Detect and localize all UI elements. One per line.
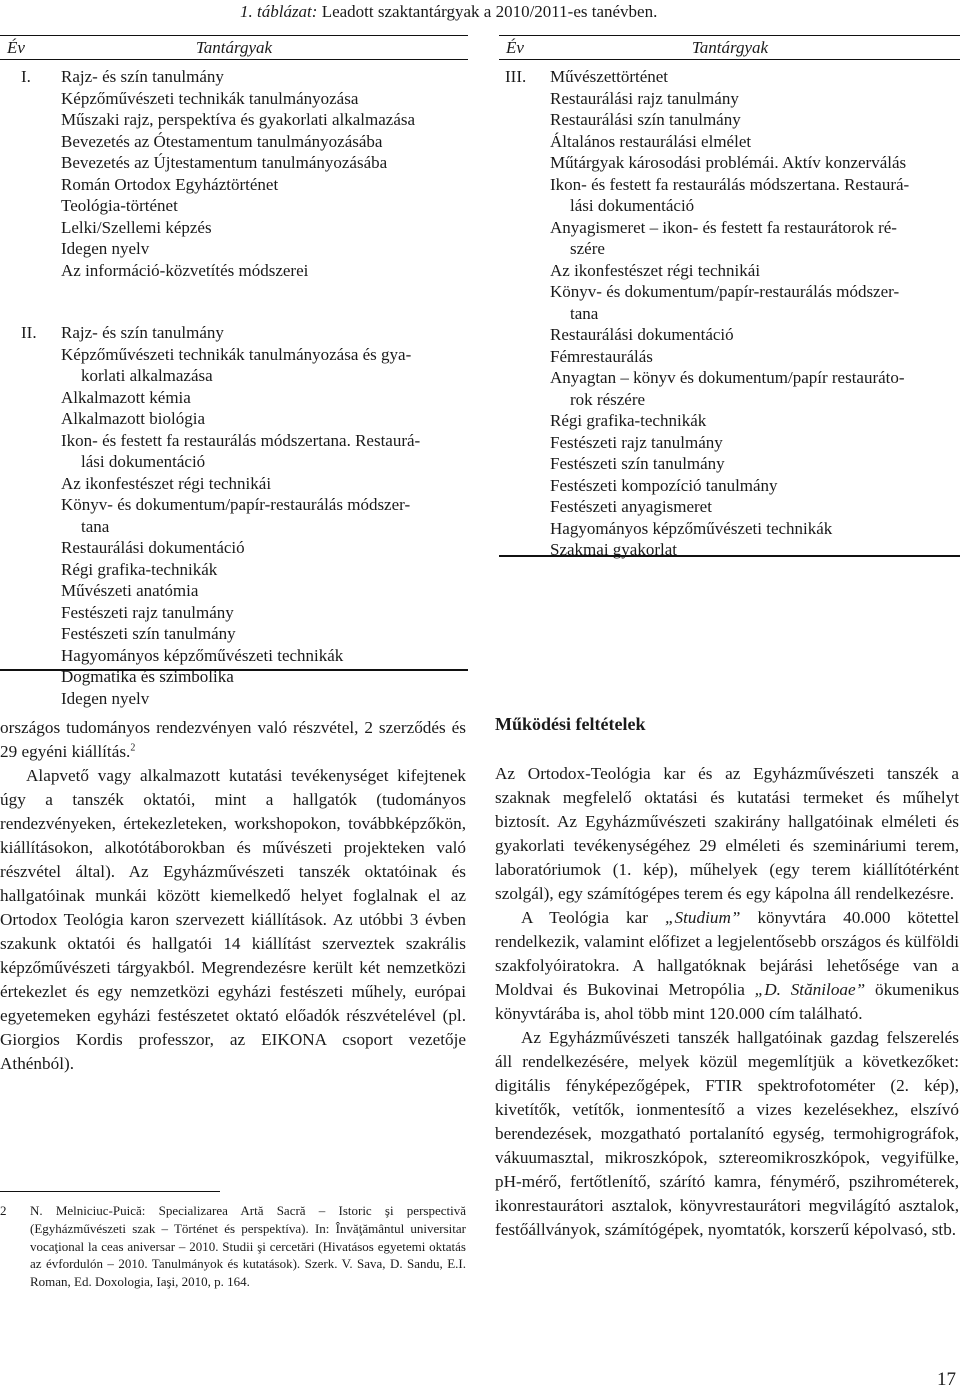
header-subjects: Tantárgyak [691, 38, 769, 57]
subject-item [550, 131, 960, 153]
library-name: „D. Stăniloae” [754, 980, 866, 999]
subject-text-continuation: rok részére [570, 389, 646, 409]
subject-text: Teológia-történet [61, 196, 178, 215]
subject-text: Művészeti anatómia [61, 581, 199, 600]
subject-item [550, 324, 960, 346]
subject-text: Festészeti szín tanulmány [61, 624, 236, 643]
subject-item [550, 66, 960, 88]
subject-text: Általános restaurálási elmélet [550, 131, 752, 151]
subject-item [61, 537, 468, 559]
subject-item [550, 346, 960, 368]
subject-item [61, 494, 468, 537]
subject-item [61, 645, 468, 667]
header-year: Év [506, 38, 524, 57]
subject-item [61, 344, 468, 387]
page-number: 17 [937, 1369, 956, 1390]
library-name: „Studium” [664, 908, 741, 927]
subject-item [550, 109, 960, 131]
year-label: II. [21, 323, 37, 342]
subject-text: Rajz- és szín tanulmány [61, 67, 224, 86]
subject-item [61, 430, 468, 473]
subjects-table-left [0, 35, 468, 708]
caption-text: Leadott szaktantárgyak a 2010/2011-es tanévben. [321, 2, 658, 21]
subject-item [550, 152, 960, 174]
subject-list [61, 322, 468, 709]
subject-item [61, 623, 468, 645]
subject-text: Szakmai gyakorlat [550, 540, 677, 559]
subject-text: Ikon- és festett fa restaurálás módszertana. Restaurá- [61, 430, 421, 450]
subject-item [61, 322, 468, 344]
text-run: A Teológia kar [521, 908, 665, 927]
subject-text: Alkalmazott biológia [61, 409, 205, 428]
subject-item [550, 174, 960, 217]
subject-text: Könyv- és dokumentum/papír-restaurálás módszer- [61, 495, 411, 514]
subject-item [550, 475, 960, 497]
footnote [0, 1202, 466, 1291]
subject-item [61, 109, 468, 131]
table-header [499, 35, 960, 60]
subject-text: Az ikonfestészet régi technikái [550, 260, 761, 280]
subject-item [61, 66, 468, 88]
paragraph: Alapvető vagy alkalmazott kutatási tevékenységet kifejtenek úgy a tanszék oktatói, mint a hallgatók (tudományos rendezvényeken, értekezleteken, workshopokon, továbbképzőkön, kiállításokon, alkotótáborokban és művészeti projekteken való részvétel által). Az Egyházművészeti tanszék oktatóinak és hallgatóinak munkái között kiemelkedő helyet foglalnak el az Ortodox Teológia karon szervezett kiállítások. Az utóbbi 3 évben szakunk oktatói és hallgatói 14 kiállítást szerveztek szakrális képzőművészeti tárgyakból. Megrendezésre került két nemzetközi értekezlet és egy nemzetközi egyházi festészeti műhely, európai egyetemeken egyházi festészetet oktató előadók részvételével (pl. Giorgios Kordis professzor, az EIKONA csoport vezetője Athénból). [0, 766, 466, 1073]
subject-text: Festészeti kompozíció tanulmány [550, 475, 778, 495]
subject-text-continuation: lási dokumentáció [81, 452, 206, 471]
subject-list [550, 66, 960, 561]
subject-text: Alkalmazott kémia [61, 387, 191, 407]
footnote-text: N. Melniciuc-Puică: Specializarea Artă Sacră – Istoric şi perspectivă (Egyházművészeti szak – Történet és perspektíva). In: Învăţământul universitar vocaţional la ceas aniversar – 2010. Studii şi cercetări (Hivatásos egyetemi oktatás az évfordulón – 2010. Tanulmányok és kutatások). Szerk. V. Sava, D. Sandu, E.I. Roman, Ed. Doxologia, Iaşi, 2010, p. 164. [30, 1203, 466, 1290]
subject-text: Anyagtan – könyv és dokumentum/papír restauráto- [550, 368, 905, 387]
subject-item [61, 88, 468, 110]
table-caption [240, 0, 740, 24]
subject-item [550, 496, 960, 518]
subject-text: Festészeti rajz tanulmány [61, 602, 234, 622]
subject-text: Az ikonfestészet régi technikái [61, 473, 272, 493]
year-label: III. [505, 67, 527, 86]
paragraph: Az Ortodox-Teológia kar és az Egyházművészeti tanszék a szaknak megfelelő oktatási és kutatási termeket és műhelyt biztosít. Az Egyházművészeti szakirány hallgatóinak elméleti és gyakorlati tevékenységéhez 29 elméleti és szemináriumi terem, laboratóriumok (1. kép), műhelyek (egy terem kiállítótérként szolgál), egy számítógépes terem és egy kápolna áll rendelkezésre. [495, 764, 959, 903]
subject-text: Az információ-közvetítés módszerei [61, 260, 309, 280]
subjects-table-right [499, 35, 960, 557]
subject-text-continuation: szére [570, 239, 605, 258]
caption-label: 1. táblázat: [240, 2, 318, 21]
footnote-ref: 2 [130, 742, 136, 754]
subject-text: Festészeti anyagismeret [550, 497, 712, 516]
subject-item [61, 217, 468, 239]
subject-text: Műszaki rajz, perspektíva és gyakorlati alkalmazása [61, 110, 416, 129]
subject-text-continuation: korlati alkalmazása [81, 366, 213, 385]
paragraph [495, 906, 959, 1026]
subject-text: Román Ortodox Egyháztörténet [61, 174, 279, 194]
subject-item [61, 559, 468, 581]
subject-item [550, 539, 960, 561]
subject-text: Képzőművészeti technikák tanulmányozása és gya- [61, 344, 412, 364]
subject-text-continuation: tana [81, 516, 110, 536]
subject-item [61, 195, 468, 217]
year-label: I. [21, 67, 31, 86]
subject-text: Fémrestaurálás [550, 346, 653, 366]
subject-text: Restaurálási szín tanulmány [550, 110, 741, 129]
section-heading: Működési feltételek [495, 714, 646, 734]
footnote-number: 2 [0, 1203, 7, 1218]
right-text-column [495, 762, 959, 1242]
subject-text: Festészeti rajz tanulmány [550, 432, 723, 452]
subject-text: Lelki/Szellemi képzés [61, 217, 212, 237]
subject-item [61, 408, 468, 430]
subject-text: Régi grafika-technikák [61, 559, 218, 579]
subject-text: Ikon- és festett fa restaurálás módszertana. Restaurá- [550, 174, 910, 194]
subject-item [550, 260, 960, 282]
subject-item [550, 217, 960, 260]
subject-item [61, 174, 468, 196]
subject-text: Művészettörténet [550, 67, 669, 86]
subject-text: Rajz- és szín tanulmány [61, 323, 224, 342]
subject-item [61, 580, 468, 602]
subject-text: Festészeti szín tanulmány [550, 454, 725, 473]
subject-item [61, 666, 468, 688]
subject-item [550, 453, 960, 475]
subject-text: Restaurálási dokumentáció [61, 538, 245, 557]
subject-text: Hagyományos képzőművészeti technikák [550, 518, 833, 538]
header-year: Év [7, 38, 25, 57]
table-header [0, 35, 468, 60]
paragraph-text: országos tudományos rendezvényen való részvétel, 2 szerződés és 29 egyéni kiállítás. [0, 718, 466, 761]
paragraph [0, 716, 466, 764]
subject-item [61, 131, 468, 153]
subject-text: Régi grafika-technikák [550, 411, 707, 430]
subject-item [61, 688, 468, 710]
header-subjects: Tantárgyak [195, 38, 273, 57]
subject-text: Hagyományos képzőművészeti technikák [61, 645, 344, 665]
subject-item [61, 602, 468, 624]
subject-item [550, 281, 960, 324]
subject-list [61, 66, 468, 281]
subject-item [61, 152, 468, 174]
subject-text: Restaurálási dokumentáció [550, 325, 734, 344]
footnote-divider [0, 1191, 220, 1192]
subject-text-continuation: lási dokumentáció [570, 196, 695, 215]
subject-text: Idegen nyelv [61, 688, 150, 708]
subject-text: Dogmatika és szimbolika [61, 667, 234, 686]
subject-item [61, 238, 468, 260]
paragraph: Az Egyházművészeti tanszék hallgatóinak gazdag felszerelés áll rendelkezésére, melyek közül megemlítjük a következőket: digitális fényképezőgépek, FTIR spektrofotométer (2. kép), kivetítők, vetítők, ionmentesítő a vizes kezelésekhez, elszívó berendezések, mozgatható portalanító egység, termohigrográfok, vákuumasztal, mikroszkópok, sztereomikroszkópok, vegyifülke, pH-mérő, fertőtlenítő, szárító kamra, fénymérő, pszihrométerek, ikonrestaurátori asztalok, könyvrestaurátori megvilágító asztalok, festőállványok, számítógépek, nyomtatók, korszerű képolvasó, stb. [495, 1028, 959, 1239]
subject-text: Idegen nyelv [61, 239, 150, 258]
subject-item [550, 88, 960, 110]
subject-item [61, 473, 468, 495]
subject-text: Bevezetés az Újtestamentum tanulmányozásába [61, 153, 388, 172]
subject-text: Restaurálási rajz tanulmány [550, 88, 739, 108]
subject-item [61, 260, 468, 282]
text-run: könyvtára 40.000 kötettel rendelkezik, valamint előfizet a legjelentősebb országos és külföldi szakfolyóiratokra. A hallgatóknak bejárási lehetősége van a Moldvai és Bukovinai Metropólia [495, 908, 959, 999]
subject-item [550, 518, 960, 540]
left-text-column [0, 716, 466, 1076]
subject-text-continuation: tana [570, 303, 599, 323]
subject-text: Bevezetés az Ótestamentum tanulmányozásába [61, 131, 383, 151]
subject-item [550, 410, 960, 432]
subject-item [550, 432, 960, 454]
subject-text: Műtárgyak károsodási problémái. Aktív konzerválás [550, 153, 907, 172]
subject-item [61, 387, 468, 409]
subject-text: Képzőművészeti technikák tanulmányozása [61, 88, 359, 108]
subject-text: Könyv- és dokumentum/papír-restaurálás módszer- [550, 282, 900, 301]
subject-text: Anyagismeret – ikon- és festett fa restaurátorok ré- [550, 217, 897, 237]
subject-item [550, 367, 960, 410]
text-run: ökumenikus könyvtárába is, ahol több mint 120.000 cím található. [495, 980, 960, 1023]
